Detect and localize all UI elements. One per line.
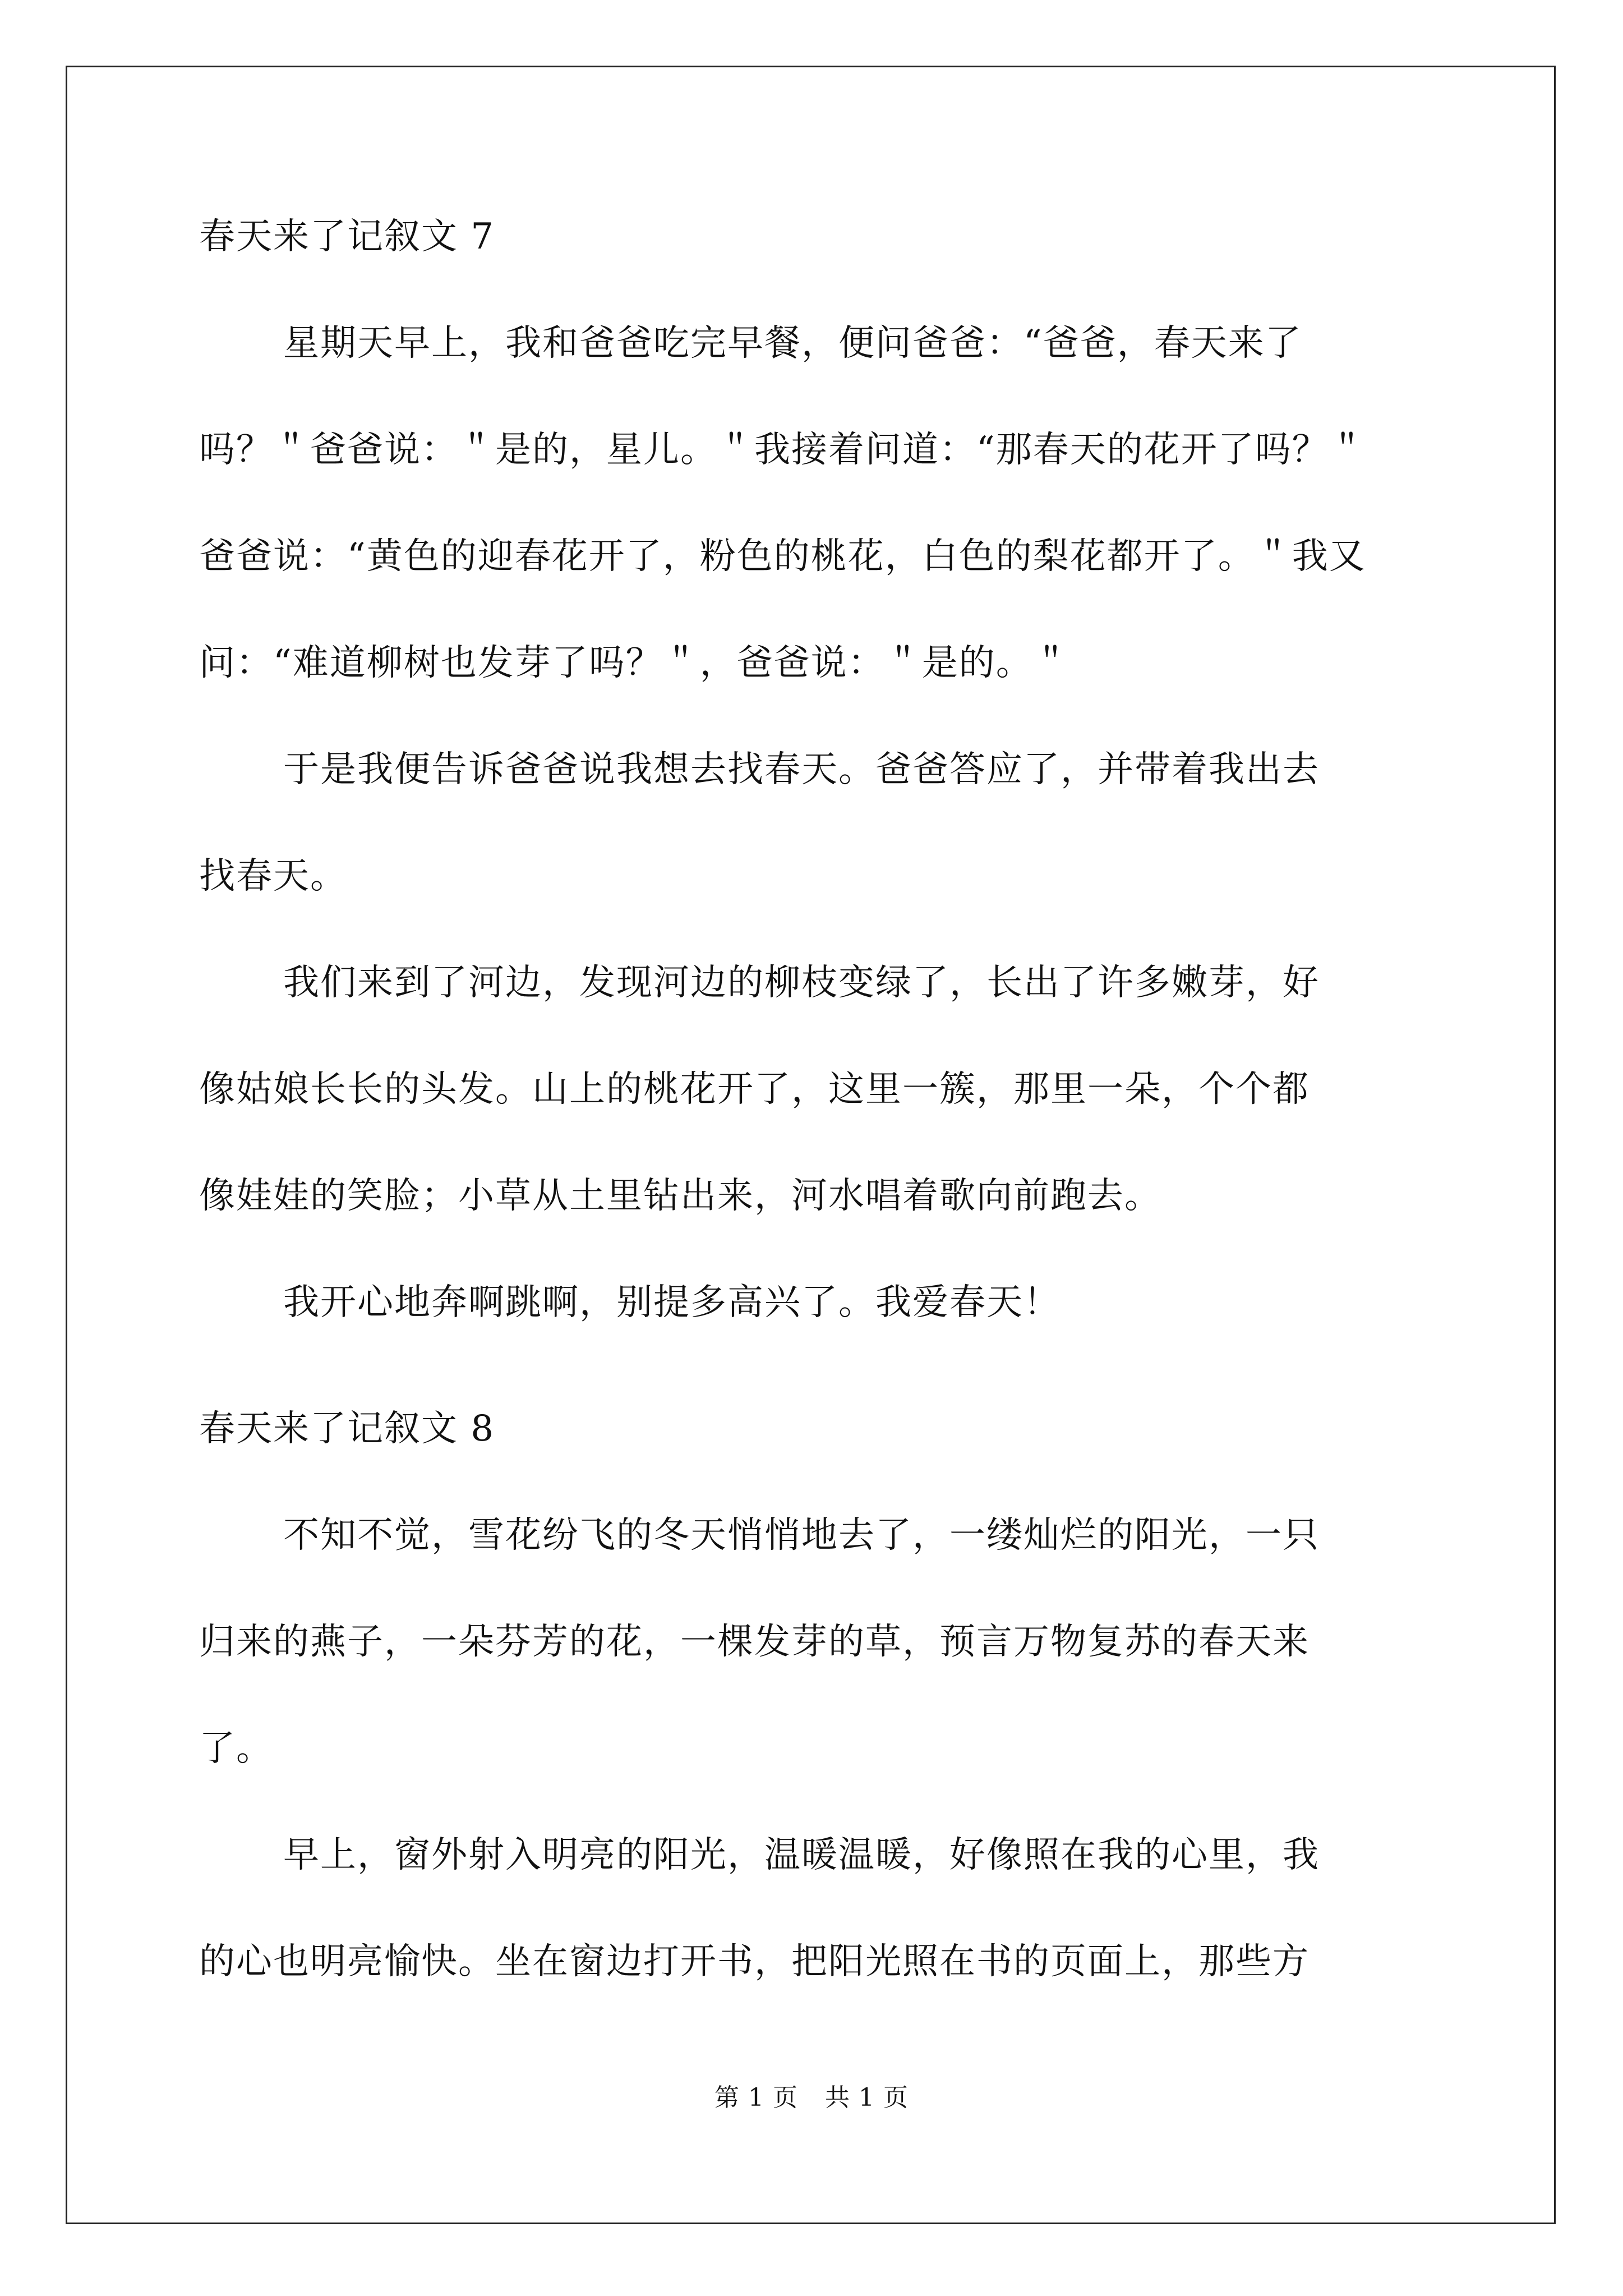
paragraph-line: 归来的燕子，一朵芬芳的花，一棵发芽的草，预言万物复苏的春天来	[199, 1621, 1310, 1663]
paragraph-line: 吗？＂爸爸说：＂是的，星儿。＂我接着问道：“那春天的花开了吗？＂	[199, 429, 1366, 471]
page-border	[66, 66, 1556, 2224]
paragraph-line: 的心也明亮愉快。坐在窗边打开书，把阳光照在书的页面上，那些方	[199, 1941, 1310, 1982]
page-number: 第 1 页	[714, 2083, 798, 2112]
paragraph-line: 像娃娃的笑脸；小草从土里钻出来，河水唱着歌向前跑去。	[199, 1175, 1161, 1217]
paragraph-line: 问：“难道柳树也发芽了吗？＂，爸爸说：＂是的。＂	[199, 642, 1070, 684]
section-heading: 春天来了记叙文 7	[199, 216, 495, 257]
paragraph-line: 早上，窗外射入明亮的阳光，温暖温暖，好像照在我的心里，我	[283, 1834, 1320, 1876]
page-footer	[0, 2083, 1623, 2112]
paragraph-line: 了。	[199, 1728, 273, 1769]
paragraph-line: 我们来到了河边，发现河边的柳枝变绿了，长出了许多嫩芽，好	[283, 962, 1320, 1004]
paragraph-line: 于是我便告诉爸爸说我想去找春天。爸爸答应了，并带着我出去	[283, 749, 1320, 790]
paragraph-line: 我开心地奔啊跳啊，别提多高兴了。我爱春天！	[283, 1282, 1061, 1323]
paragraph-line: 不知不觉，雪花纷飞的冬天悄悄地去了，一缕灿烂的阳光，一只	[283, 1515, 1320, 1556]
page-total: 共 1 页	[825, 2083, 909, 2112]
section-heading: 春天来了记叙文 8	[199, 1408, 495, 1450]
paragraph-line: 像姑娘长长的头发。山上的桃花开了，这里一簇，那里一朵，个个都	[199, 1069, 1310, 1110]
paragraph-line: 找春天。	[199, 855, 347, 897]
paragraph-line: 星期天早上，我和爸爸吃完早餐，便问爸爸：“爸爸，春天来了	[283, 323, 1302, 364]
paragraph-line: 爸爸说：“黄色的迎春花开了，粉色的桃花，白色的梨花都开了。＂我又	[199, 536, 1366, 577]
